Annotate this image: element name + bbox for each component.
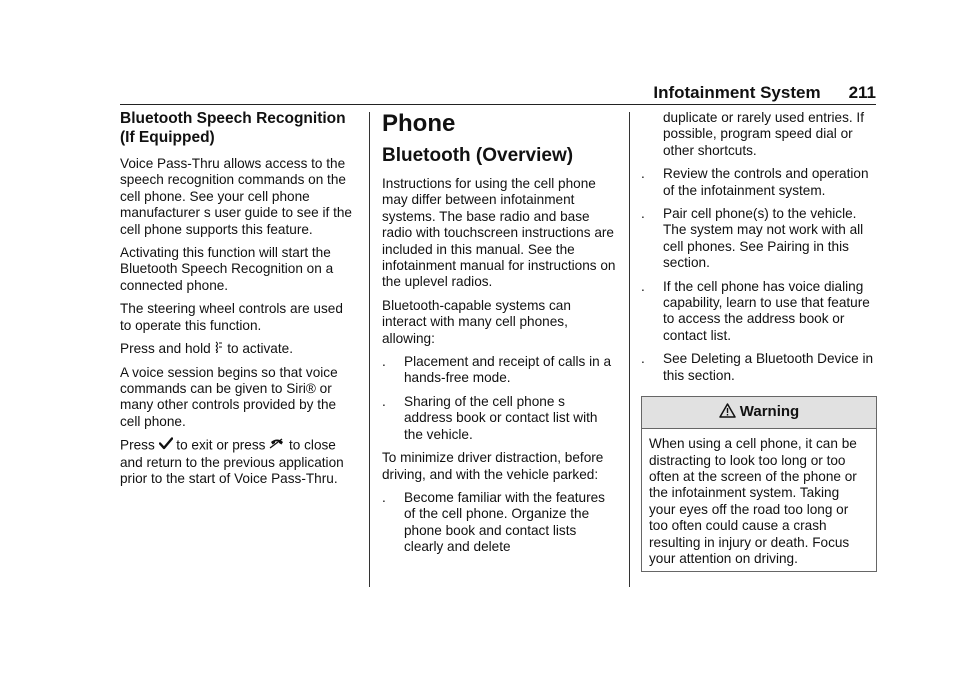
- text-fragment: Press: [120, 437, 159, 453]
- list-item: [382, 394, 616, 443]
- list-item-text: See Deleting a Bluetooth Device in this section.: [663, 351, 874, 383]
- paragraph: Bluetooth-capable systems can interact with many cell phones, allowing:: [382, 297, 571, 346]
- phone-title: Phone: [382, 110, 456, 137]
- warning-text: When using a cell phone, it can be distracting to look too long or too often at the screen of the phone or the infotainment system. Taking your eyes off the road too long or too often could cause a crash resulting in injury or death. Focus your attention on driving.: [649, 436, 857, 566]
- column-middle: [382, 110, 616, 563]
- bullet-mark: .: [382, 354, 386, 370]
- exit-paragraph: [120, 437, 356, 487]
- warning-box: [641, 396, 877, 572]
- paragraph: To minimize driver distraction, before driving, and with the vehicle parked:: [382, 450, 604, 482]
- list-item-text: Pair cell phone(s) to the vehicle. The system may not work with all cell phones. See Pairing in this section.: [663, 206, 864, 271]
- list-item-text: Sharing of the cell phone s address book or contact list with the vehicle.: [404, 393, 598, 442]
- text-fragment: to activate.: [223, 341, 293, 357]
- column-divider-left: [369, 112, 370, 587]
- bullet-mark: .: [641, 166, 645, 182]
- list-item-text: Review the controls and operation of the infotainment system.: [663, 166, 869, 198]
- running-header: [653, 83, 876, 103]
- list-item-text: Become familiar with the features of the cell phone. Organize the phone book and contact lists clearly and delete: [404, 489, 605, 555]
- bullet-mark: .: [382, 393, 386, 409]
- list-item-text: Placement and receipt of calls in a hands-free mode.: [404, 354, 612, 386]
- text-fragment: to close and return to the previous application prior to the start of Voice Pass-Thru.: [120, 437, 344, 487]
- column-left: [120, 110, 356, 495]
- bullet-mark: .: [641, 351, 645, 367]
- column-divider-right: [629, 112, 630, 587]
- paragraph: Activating this function will start the Bluetooth Speech Recognition on a connected phone.: [120, 245, 334, 293]
- list-item: [641, 166, 877, 199]
- warning-title: Warning: [739, 403, 800, 421]
- list-item-text: If the cell phone has voice dialing capability, learn to use that feature to access the address book or contact list.: [663, 278, 870, 343]
- header-rule: [120, 104, 876, 105]
- list-item: [641, 206, 877, 272]
- paragraph: The steering wheel controls are used to operate this function.: [120, 301, 343, 333]
- paragraph: A voice session begins so that voice commands can be given to Siri® or many other controls provided by the cell phone.: [120, 364, 338, 429]
- checkmark-icon: [159, 437, 173, 454]
- paragraph: Instructions for using the cell phone may differ between infotainment systems. The base radio and base radio with touchscreen instructions are included in this manual. See the infotainment manual for instructions on the uplevel radios.: [382, 176, 616, 290]
- page-number: 211: [848, 83, 876, 102]
- bullet-mark: .: [382, 489, 386, 505]
- press-hold-paragraph: [120, 341, 356, 358]
- text-fragment: to exit or press: [172, 437, 270, 453]
- list-item: [382, 490, 616, 556]
- bluetooth-overview-heading: Bluetooth (Overview): [382, 145, 574, 166]
- bullet-mark: .: [641, 206, 645, 222]
- warning-header: [642, 397, 876, 429]
- paragraph: Voice Pass-Thru allows access to the speech recognition commands on the cell phone. See your cell phone manufacturer s user guide to see if the cell phone supports this feature.: [120, 156, 352, 237]
- list-item: [641, 279, 877, 345]
- speech-recognition-heading: Bluetooth Speech Recognition (If Equipped): [120, 110, 346, 146]
- column-right: [641, 110, 877, 572]
- list-item-continuation: duplicate or rarely used entries. If possible, program speed dial or other shortcuts.: [663, 110, 864, 158]
- list-item: [641, 351, 877, 384]
- end-call-icon: [269, 438, 285, 454]
- warning-triangle-icon: [719, 403, 736, 422]
- list-item: [382, 354, 616, 387]
- bullet-mark: .: [641, 278, 645, 294]
- section-title: Infotainment System: [653, 83, 821, 102]
- text-fragment: Press and hold: [120, 341, 215, 357]
